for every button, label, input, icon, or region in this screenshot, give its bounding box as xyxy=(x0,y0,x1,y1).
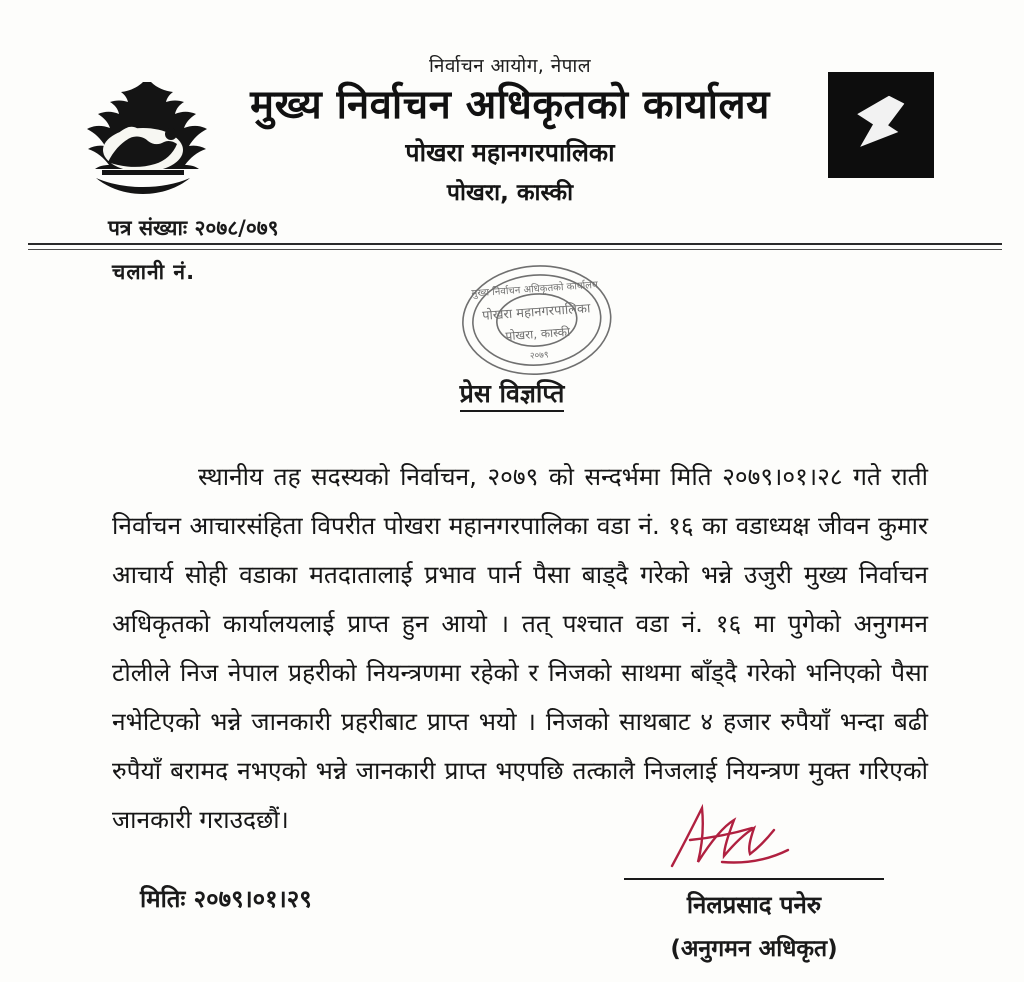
qr-code-icon xyxy=(828,72,934,178)
header-divider xyxy=(28,243,1002,245)
place-line: पोखरा, कास्की xyxy=(446,180,574,207)
signer-name: निलप्रसाद पनेरु xyxy=(686,891,822,919)
office-title: मुख्य निर्वाचन अधिकृतको कार्यालय xyxy=(250,82,770,128)
page-title-text: प्रेस विज्ञप्ति xyxy=(460,379,565,412)
document-date: मितिः २०७९।०१।२९ xyxy=(140,885,312,913)
svg-text:पोखरा, कास्की: पोखरा, कास्की xyxy=(505,324,571,344)
letter-number: पत्र संख्याः २०७८/०७९ xyxy=(108,216,279,240)
header-divider-secondary xyxy=(28,249,1002,250)
signer-designation: (अनुगमन अधिकृत) xyxy=(670,936,838,962)
commission-line: निर्वाचन आयोग, नेपाल xyxy=(428,55,592,77)
municipality-line: पोखरा महानगरपालिका xyxy=(405,138,615,168)
letterhead-center xyxy=(230,52,790,207)
letterhead xyxy=(0,0,1024,245)
svg-text:मुख्य निर्वाचन अधिकृतको कार्या: मुख्य निर्वाचन अधिकृतको कार्यालय xyxy=(471,279,599,300)
signature-block xyxy=(604,800,904,963)
nepal-emblem-icon xyxy=(78,78,208,198)
page-title xyxy=(0,376,1024,410)
svg-text:पोखरा महानगरपालिका: पोखरा महानगरपालिका xyxy=(481,301,591,324)
signature-rule xyxy=(624,878,884,880)
handwritten-signature xyxy=(604,800,904,878)
chalani-number: चलानी नं. xyxy=(112,260,196,284)
official-seal-stamp xyxy=(451,252,625,393)
qr-code-glyph xyxy=(851,90,906,154)
body-paragraph: स्थानीय तह सदस्यको निर्वाचन, २०७९ को सन्दर्भमा मिति २०७९।०१।२८ गते राती निर्वाचन आचारसंहिता विपरीत पोखरा महानगरपालिका वडा नं. १६ का वडाध्यक्ष जीवन कुमार आचार्य सोही वडाका मतदातालाई प्रभाव पार्न पैसा बाड्दै गरेको भन्ने उजुरी मुख्य निर्वाचन अधिकृतको कार्यालयलाई प्राप्त हुन आयो । तत् पश्चात वडा नं. १६ मा पुगेको अनुगमन टोलीले निज नेपाल प्रहरीको नियन्त्रणमा रहेको र निजको साथमा बाँड्दै गरेको भनिएको पैसा नभेटिएको भन्ने जानकारी प्रहरीबाट प्राप्त भयो । निजको साथबाट ४ हजार रुपैयाँ भन्दा बढी रुपैयाँ बरामद नभएको भन्ने जानकारी प्राप्त भएपछि तत्कालै निजलाई नियन्त्रण मुक्त गरिएको जानकारी गराउदछौं। xyxy=(112,462,928,834)
svg-text:२०७९: २०७९ xyxy=(529,350,549,362)
